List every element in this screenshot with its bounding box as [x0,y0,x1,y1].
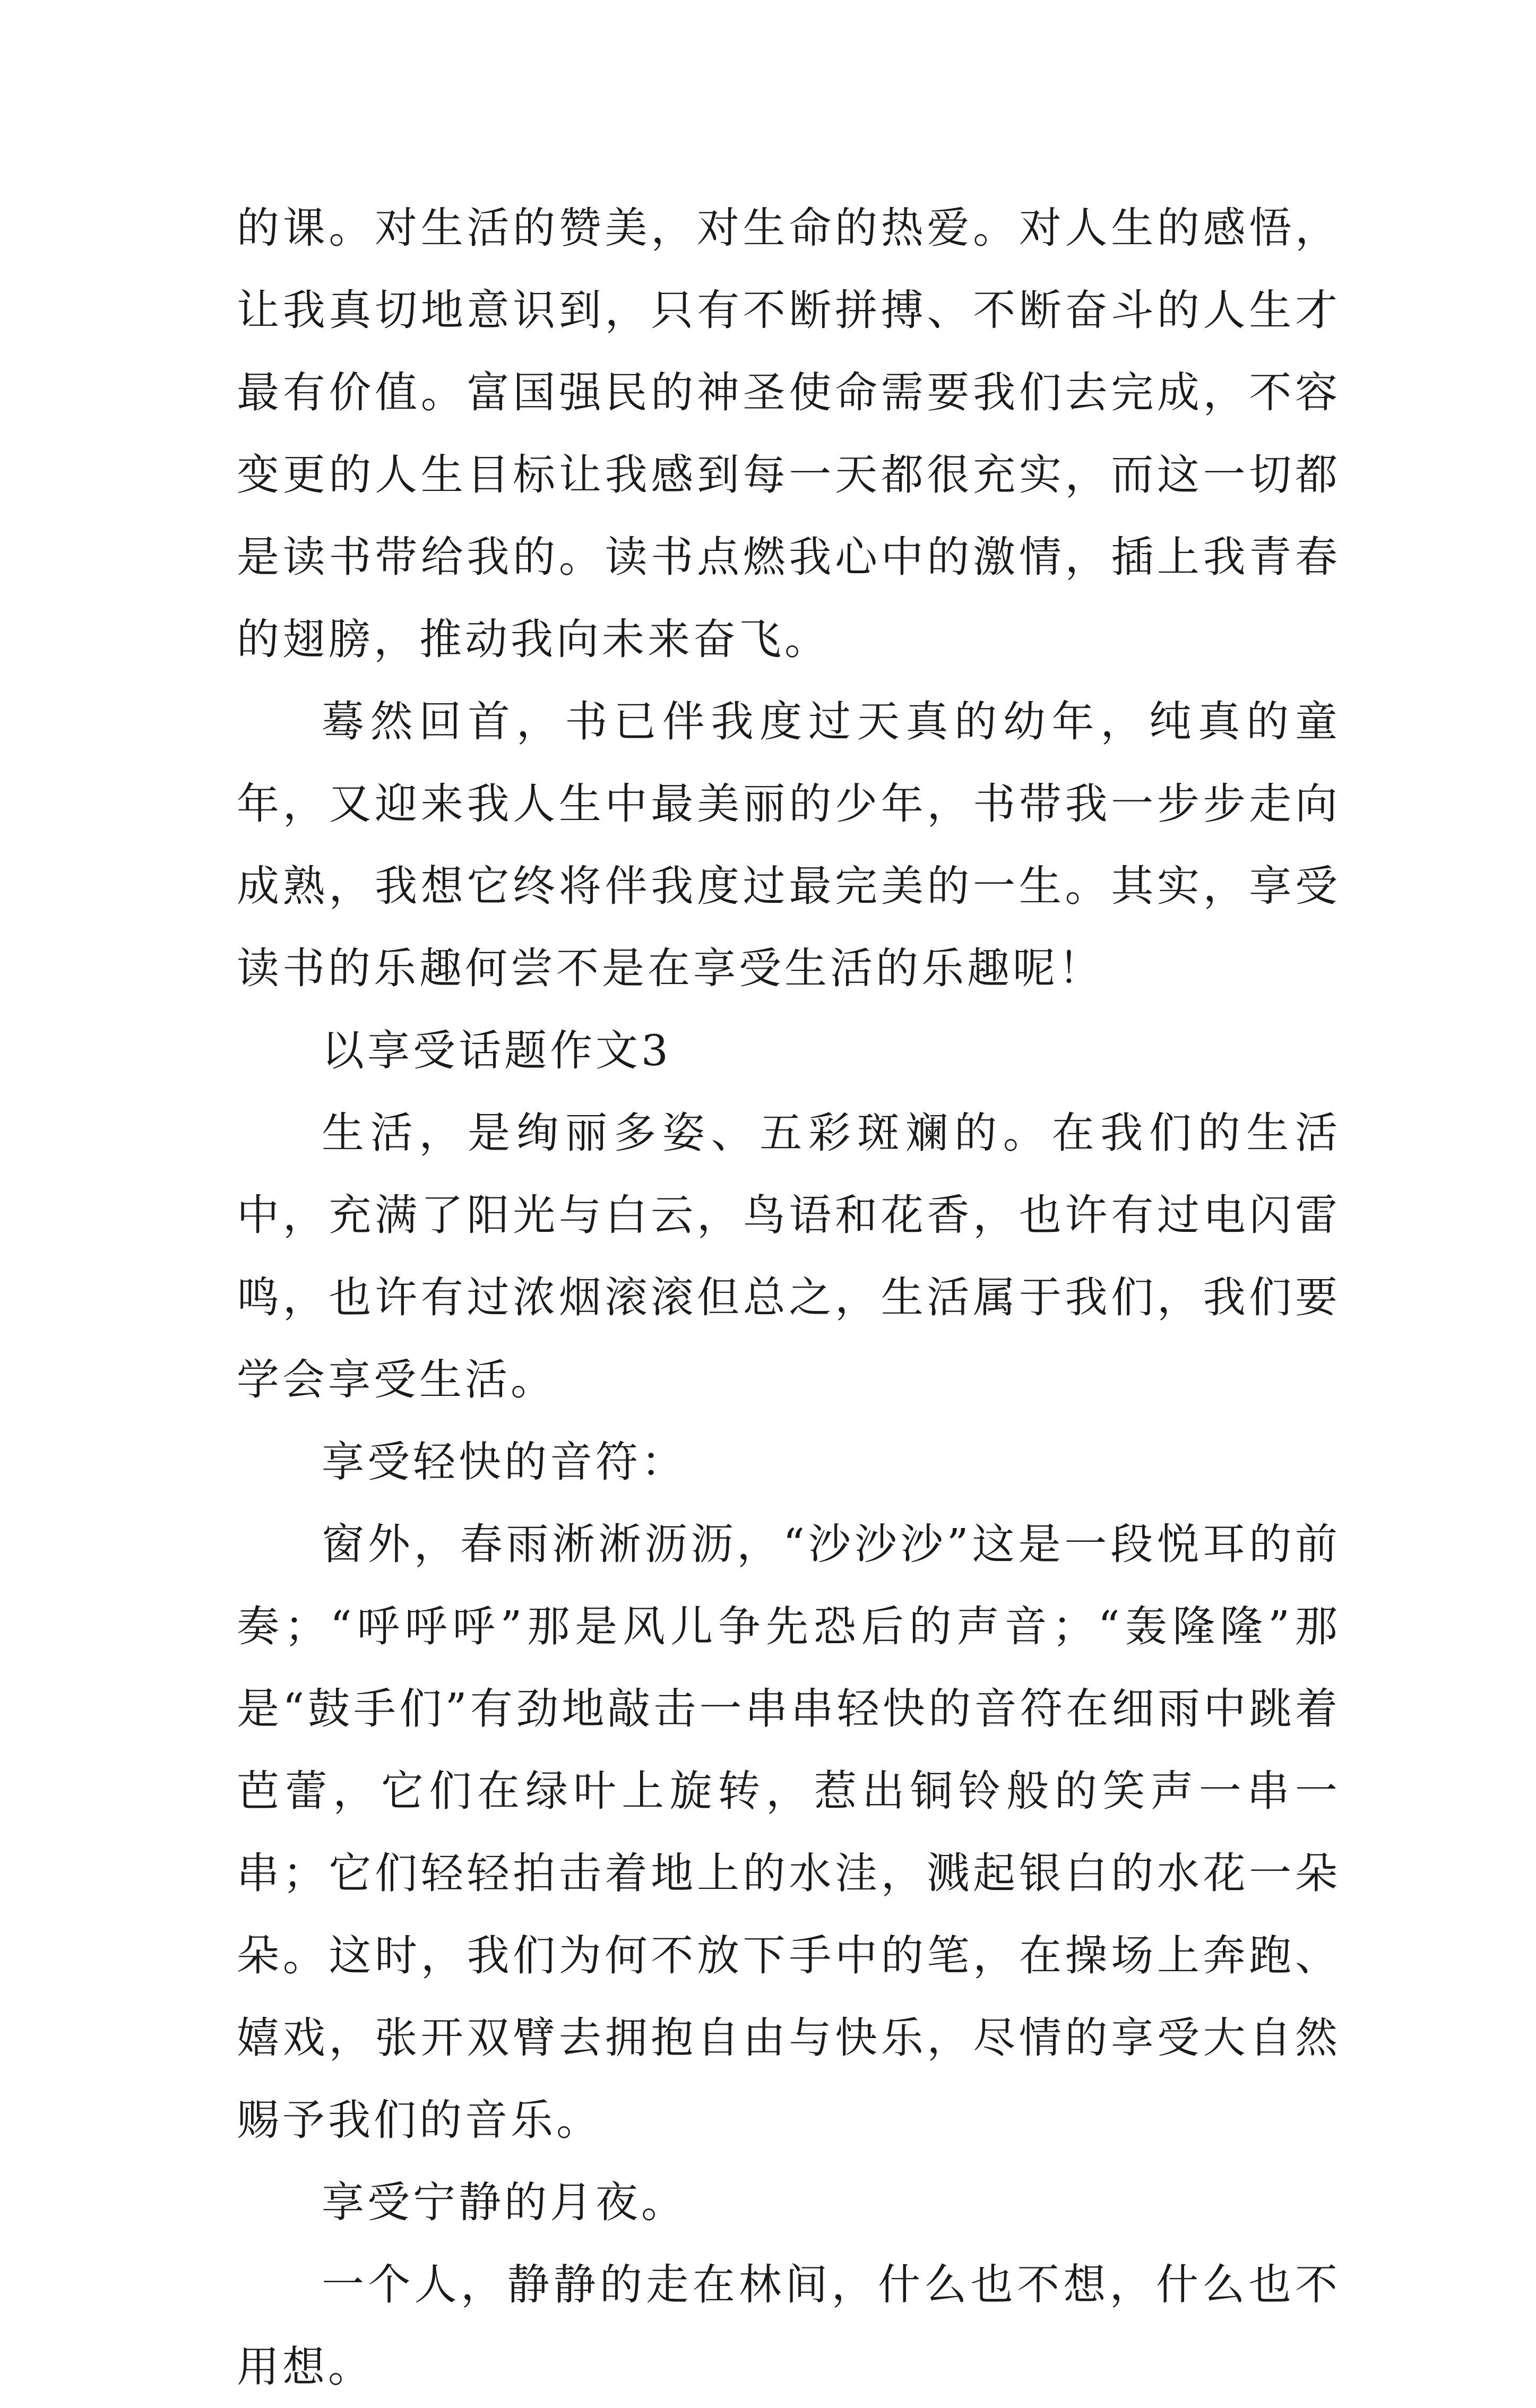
article-body [237,187,1341,2408]
subheading-paragraph: 享受宁静的月夜。 [322,2178,687,2227]
section-heading: 以享受话题作文3 [322,1026,671,1075]
subheading-paragraph: 享受轻快的音符： [322,1437,687,1487]
paragraph: 一个人，静静的走在林间，什么也不想，什么也不用想。 [237,2260,1341,2392]
paragraph: 生活，是绚丽多姿、五彩斑斓的。在我们的生活中，充满了阳光与白云，鸟语和花香，也许有过电闪雷鸣，也许有过浓烟滚滚但总之，生活属于我们，我们要学会享受生活。 [237,1108,1341,1404]
paragraph-continuation: 的课。对生活的赞美，对生命的热爱。对人生的感悟，让我真切地意识到，只有不断拼搏、不断奋斗的人生才最有价值。富国强民的神圣使命需要我们去完成，不容变更的人生目标让我感到每一天都很充实，而这一切都是读书带给我的。读书点燃我心中的激情，插上我青春的翅膀，推动我向未来奋飞。 [237,203,1341,664]
paragraph: 窗外，春雨淅淅沥沥，“沙沙沙”这是一段悦耳的前奏；“呼呼呼”那是风儿争先恐后的声音；“轰隆隆”那是“鼓手们”有劲地敲击一串串轻快的音符在细雨中跳着芭蕾，它们在绿叶上旋转，惹出铜铃般的笑声一串一串；它们轻轻拍击着地上的水洼，溅起银白的水花一朵朵。这时，我们为何不放下手中的笔，在操场上奔跑、嬉戏，张开双臂去拥抱自由与快乐，尽情的享受大自然赐予我们的音乐。 [237,1520,1341,2145]
paragraph: 蓦然回首，书已伴我度过天真的幼年，纯真的童年，又迎来我人生中最美丽的少年，书带我一步步走向成熟，我想它终将伴我度过最完美的一生。其实，享受读书的乐趣何尝不是在享受生活的乐趣呢！ [237,697,1341,993]
